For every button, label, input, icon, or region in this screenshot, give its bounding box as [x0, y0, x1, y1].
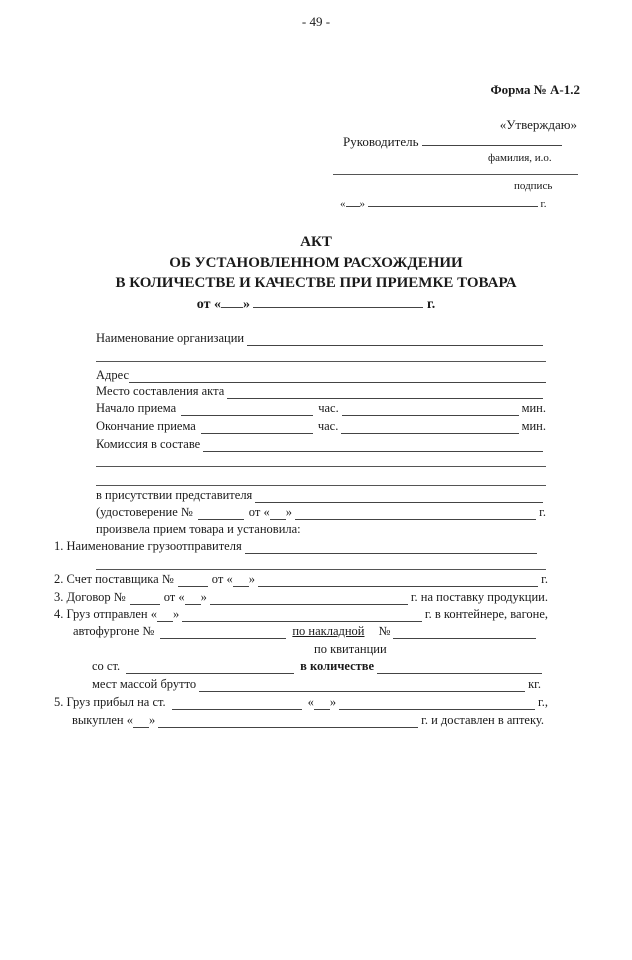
from-station-fill[interactable] [126, 661, 294, 674]
title-act: АКТ [300, 234, 332, 250]
item-2-label: 2. Счет поставщика № [54, 572, 174, 586]
place-row [96, 384, 546, 399]
item-5-tail: г., [538, 695, 548, 709]
commission-fill[interactable] [203, 439, 543, 452]
places-fill[interactable] [199, 679, 525, 692]
title-date-prefix: от « [196, 297, 221, 312]
cert-day-fill[interactable] [270, 507, 286, 520]
cert-from: от « [248, 505, 270, 519]
bought-month-fill[interactable] [158, 715, 418, 728]
title-year: г. [426, 297, 436, 312]
item-3-from: от « [163, 590, 185, 604]
head-label: Руководитель [343, 134, 419, 149]
item-2-number-fill[interactable] [178, 574, 208, 587]
end-min-label: мин. [521, 419, 546, 433]
start-label: Начало приема [96, 401, 177, 415]
approval-head-line [343, 133, 562, 150]
cert-year: г. [539, 505, 546, 519]
title-month-fill[interactable] [253, 295, 423, 308]
title-date-mid: » [242, 297, 250, 312]
commission-fill-3[interactable] [96, 485, 546, 486]
date-mid: » [359, 198, 365, 210]
commission-row [96, 437, 546, 452]
item-3-month-fill[interactable] [210, 592, 408, 605]
autovan-fill[interactable] [160, 626, 286, 639]
bought-label: выкуплен « [72, 713, 133, 727]
item-1-fill-2[interactable] [96, 569, 546, 570]
cert-month-fill[interactable] [295, 507, 536, 520]
title-line-2: ОБ УСТАНОВЛЕННОМ РАСХОЖДЕНИИ [169, 255, 463, 271]
start-min-fill[interactable] [342, 403, 519, 416]
places-label: мест массой брутто [92, 677, 197, 691]
item-2-quote: » [248, 572, 255, 586]
end-hour-fill[interactable] [201, 421, 313, 434]
item-5-label: 5. Груз прибыл на ст. [54, 695, 166, 709]
item-3-number-fill[interactable] [130, 592, 160, 605]
places-row [92, 677, 541, 692]
cert-number-fill[interactable] [198, 507, 244, 520]
end-row [96, 419, 546, 434]
item-1-label: 1. Наименование грузоотправителя [54, 539, 242, 553]
invoice-label: по накладной [292, 624, 365, 638]
cert-label: (удостоверение № [96, 505, 193, 519]
org-label: Наименование организации [96, 331, 245, 345]
end-hour-label: час. [317, 419, 339, 433]
item-2-day-fill[interactable] [233, 574, 249, 587]
presence-fill[interactable] [255, 490, 543, 503]
item-4-day-fill[interactable] [157, 609, 173, 622]
title-date [0, 295, 632, 313]
place-fill[interactable] [227, 386, 543, 399]
item-3-quote: » [200, 590, 207, 604]
approval-label: «Утверждаю» [499, 117, 577, 132]
commission-label: Комиссия в составе [96, 437, 201, 451]
address-fill[interactable] [129, 370, 546, 383]
item-3-row [54, 590, 548, 605]
bought-tail: г. и доставлен в аптеку. [421, 713, 544, 727]
title-day-fill[interactable] [221, 295, 243, 308]
org-fill-2[interactable] [96, 361, 546, 362]
item-5-quote: » [329, 695, 337, 709]
receipt-label: по квитанции [314, 642, 387, 656]
from-station-label: со ст. [92, 659, 121, 673]
start-hour-fill[interactable] [181, 403, 313, 416]
invoice-no-label: № [378, 624, 391, 638]
end-min-fill[interactable] [341, 421, 518, 434]
receipt-row [314, 642, 514, 657]
form-number: Форма № А-1.2 [490, 82, 580, 97]
start-row [96, 401, 546, 416]
item-2-row [54, 572, 548, 587]
item-2-from: от « [211, 572, 233, 586]
invoice-fill[interactable] [393, 626, 536, 639]
address-label: Адрес [96, 368, 130, 382]
item-4-quote: » [172, 607, 180, 621]
bought-row [72, 713, 544, 728]
station-row [92, 659, 545, 674]
approval-date-line [340, 194, 547, 210]
qty-label: в количестве [300, 659, 375, 673]
bought-quote: » [149, 713, 156, 727]
page-number: - 49 - [301, 14, 331, 29]
item-5-month-fill[interactable] [339, 697, 535, 710]
address-row [96, 368, 546, 383]
item-5-row: 5. Груз прибыл на ст. « » г., [54, 695, 548, 709]
bought-day-fill[interactable] [133, 715, 149, 728]
date-year: г. [540, 198, 547, 210]
cert-row [96, 505, 546, 520]
item-1-row [54, 539, 540, 554]
item-4-label: 4. Груз отправлен « [54, 607, 157, 621]
signature-hint: подпись [514, 180, 553, 192]
item-4-row [54, 607, 548, 622]
start-hour-label: час. [318, 401, 339, 415]
head-fill[interactable] [422, 133, 562, 146]
item-3-tail: г. на поставку продукции. [410, 590, 548, 604]
item-2-year: г. [541, 572, 548, 586]
item-3-day-fill[interactable] [185, 592, 201, 605]
item-4-tail: г. в контейнере, вагоне, [424, 607, 548, 621]
presence-label: в присутствии представителя [96, 488, 253, 502]
org-row [96, 331, 546, 346]
date-day-fill[interactable] [346, 194, 360, 207]
produced-row [96, 522, 546, 537]
item-3-label: 3. Договор № [54, 590, 126, 604]
autovan-row [73, 624, 539, 639]
org-fill[interactable] [247, 333, 543, 346]
title-line-3: В КОЛИЧЕСТВЕ И КАЧЕСТВЕ ПРИ ПРИЕМКЕ ТОВАРА [115, 275, 517, 291]
autovan-label: автофургоне № [73, 624, 155, 638]
item-5-day-fill[interactable] [314, 697, 330, 710]
signature-line[interactable] [333, 174, 578, 175]
start-min-label: мин. [521, 401, 546, 415]
date-open: « [340, 198, 346, 210]
name-hint: фамилия, и.о. [488, 152, 552, 164]
item-2-month-fill[interactable] [258, 574, 538, 587]
cert-quote: » [285, 505, 292, 519]
presence-row [96, 488, 546, 503]
qty-fill[interactable] [377, 661, 542, 674]
date-month-fill[interactable] [368, 194, 538, 207]
end-label: Окончание приема [96, 419, 196, 433]
produced-text: произвела прием товара и установила: [96, 522, 301, 536]
place-label: Место составления акта [96, 384, 225, 398]
commission-fill-2[interactable] [96, 466, 546, 467]
item-1-fill[interactable] [245, 541, 537, 554]
item-5-station-fill[interactable] [172, 697, 302, 710]
item-4-month-fill[interactable] [182, 609, 422, 622]
kg-label: кг. [528, 677, 541, 691]
